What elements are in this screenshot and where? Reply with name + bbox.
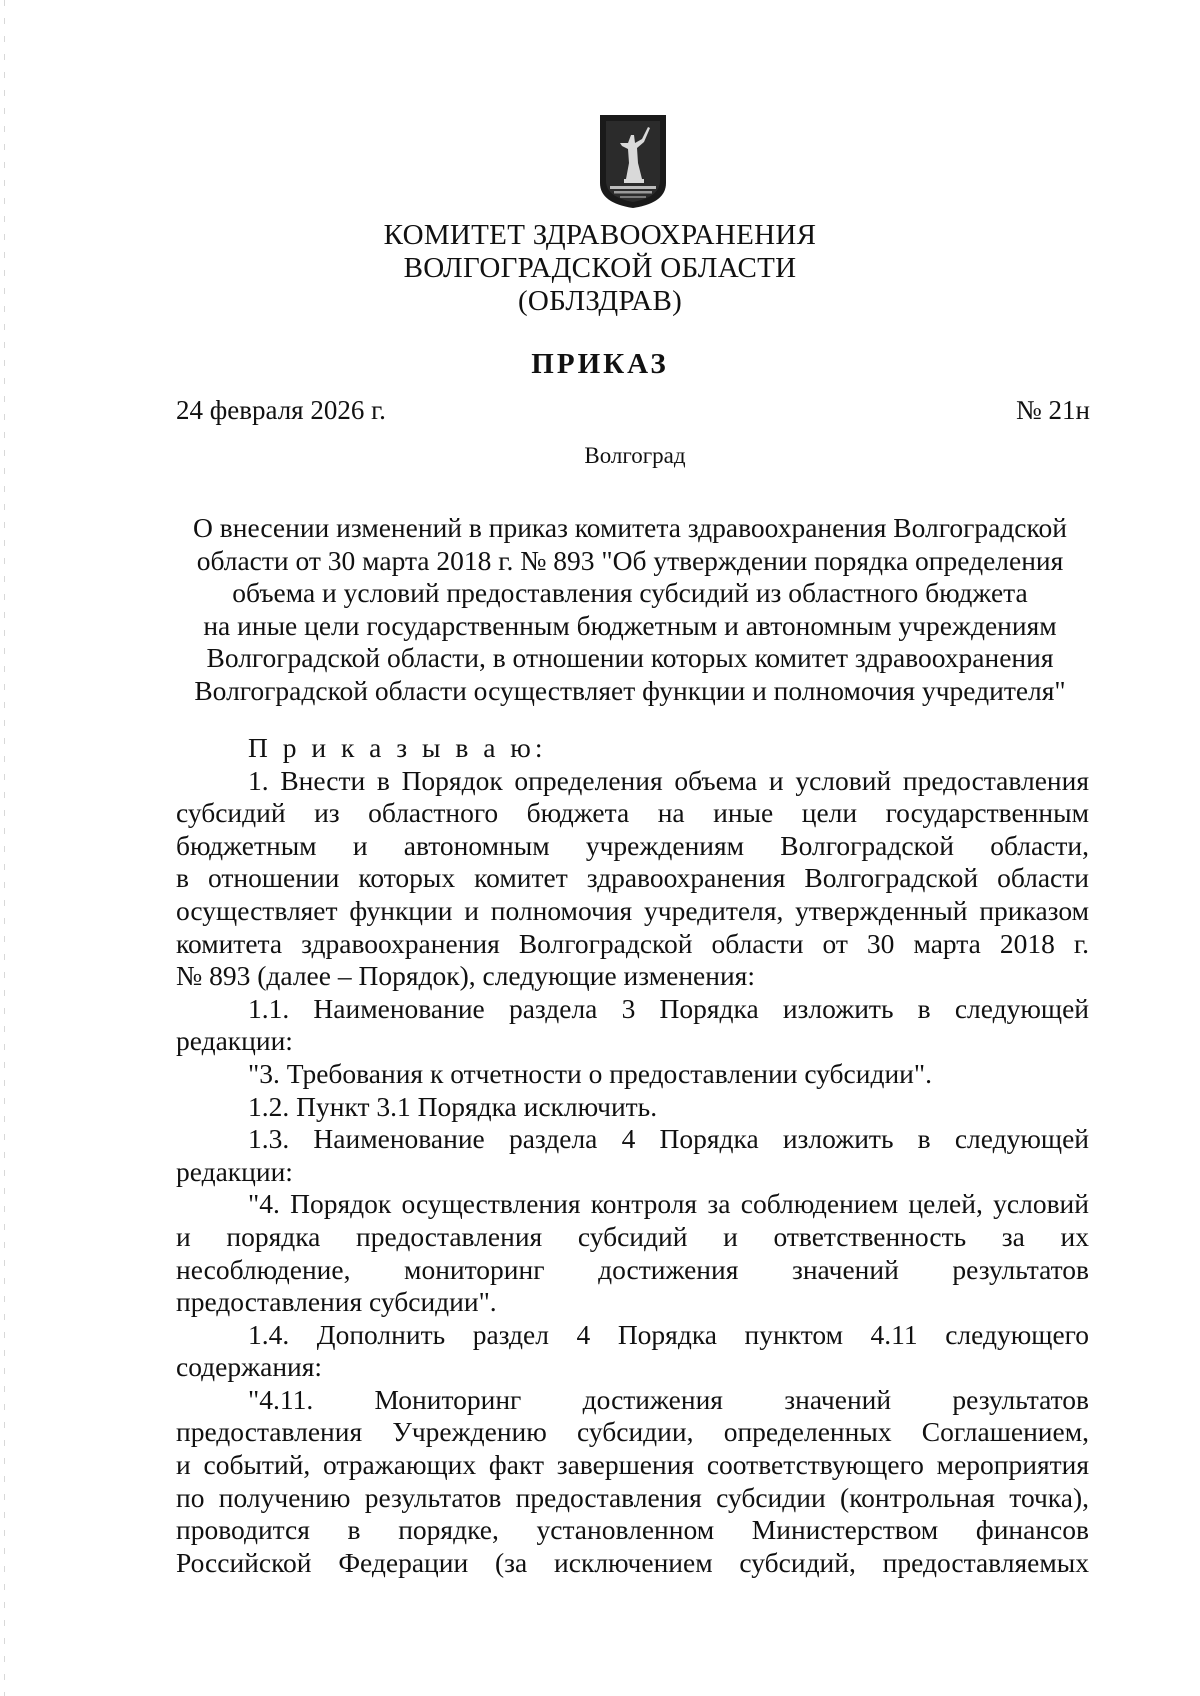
order-number: № 21н [1016,395,1090,425]
body-line: "3. Требования к отчетности о предоставлении субсидии". [248,1057,932,1089]
subject-line: Волгоградской области осуществляет функции и полномочия учредителя" [194,674,1066,706]
body-line: проводится в порядке, установленном Министерством финансов [176,1514,1089,1546]
body-line: П р и к а з ы в а ю: [248,732,547,763]
subject-line: области от 30 марта 2018 г. № 893 "Об утверждении порядка определения [196,544,1064,576]
body-line: несоблюдение, мониторинг достижения значений результатов [176,1253,1089,1285]
order-subject [170,512,1090,708]
body-line: 1.2. Пункт 3.1 Порядка исключить. [248,1090,658,1122]
org-abbrev: (ОБЛЗДРАВ) [517,285,683,317]
body-line: "4. Порядок осуществления контроля за соблюдением целей, условий [248,1188,1089,1220]
body-line: редакции: [176,1025,293,1057]
body-line: предоставления Учреждению субсидии, определенных Соглашением, [176,1416,1089,1448]
subject-line: на иные цели государственным бюджетным и автономным учреждениям [203,609,1057,641]
subject-line: Волгоградской области, в отношении которых комитет здравоохранения [206,642,1054,674]
body-line: "4.11. Мониторинг достижения значений результатов [248,1383,1089,1415]
body-line: в отношении которых комитет здравоохранения Волгоградской области [176,862,1089,894]
org-name-line-2: ВОЛГОГРАДСКОЙ ОБЛАСТИ [403,252,797,284]
subject-line: О внесении изменений в приказ комитета здравоохранения Волгоградской [193,512,1067,543]
body-line: 1.3. Наименование раздела 4 Порядка изложить в следующей [248,1123,1089,1155]
subject-line: объема и условий предоставления субсидий из областного бюджета [232,577,1028,609]
document-title: ПРИКАЗ [531,348,669,380]
order-date: 24 февраля 2026 г. [176,395,386,425]
body-line: 1.1. Наименование раздела 3 Порядка изложить в следующей [248,992,1089,1024]
body-line: и порядка предоставления субсидий и ответственность за их [176,1220,1089,1252]
body-line: содержания: [176,1351,323,1383]
scan-edge-mark [4,0,5,1696]
body-line: комитета здравоохранения Волгоградской области от 30 марта 2018 г. [176,927,1089,959]
org-name-line-1: КОМИТЕТ ЗДРАВООХРАНЕНИЯ [383,219,817,251]
body-line: и событий, отражающих факт завершения соответствующего мероприятия [176,1449,1089,1481]
body-line: № 893 (далее – Порядок), следующие изменения: [176,960,755,992]
body-line: 1.4. Дополнить раздел 4 Порядка пунктом 4.11 следующего [248,1318,1089,1350]
body-line: осуществляет функции и полномочия учредителя, утвержденный приказом [176,894,1089,926]
body-line: бюджетным и автономным учреждениям Волгоградской области, [176,829,1089,861]
coat-of-arms-icon [598,113,668,210]
body-line: Российской Федерации (за исключением субсидий, предоставляемых [176,1546,1089,1578]
body-line: по получению результатов предоставления субсидии (контрольная точка), [176,1481,1089,1513]
body-line: субсидий из областного бюджета на иные цели государственным [176,797,1089,829]
order-body [176,732,1089,1579]
body-line: редакции: [176,1155,293,1187]
body-line: 1. Внести в Порядок определения объема и условий предоставления [248,764,1089,796]
body-line: предоставления субсидии". [176,1286,497,1318]
order-city: Волгоград [584,443,686,468]
